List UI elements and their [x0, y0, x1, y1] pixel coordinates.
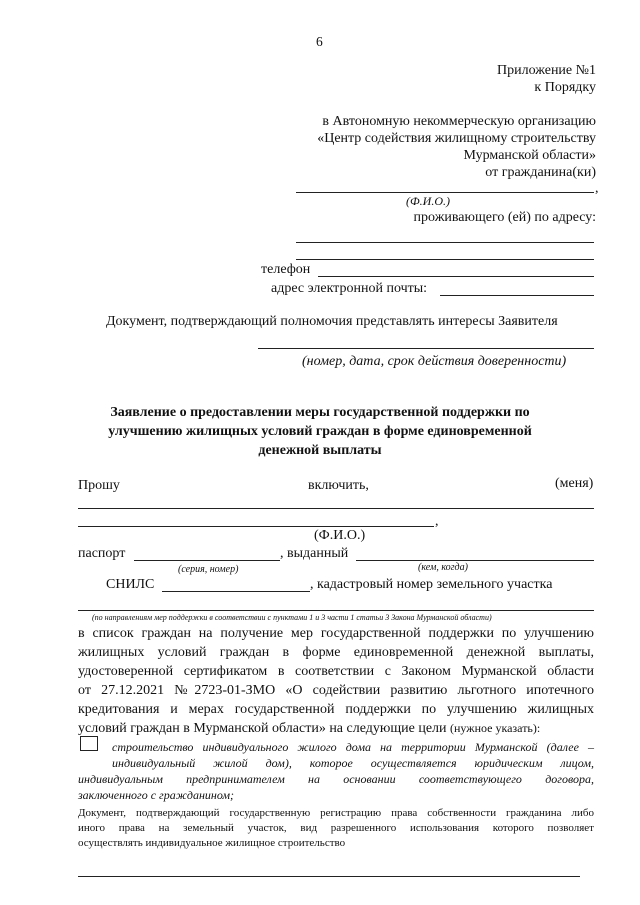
- statement-title-line-2: улучшению жилищных условий граждан в форме единовременной: [108, 424, 532, 439]
- passport-series-field[interactable]: [134, 560, 280, 561]
- residing-label: проживающего (ей) по адресу:: [413, 210, 596, 225]
- option-1-line-3: индивидуальным предпринимателем на основании соответствующего договора,: [78, 772, 594, 786]
- issued-label: , выданный: [280, 546, 349, 561]
- ask-word: Прошу: [78, 478, 120, 493]
- applicant-fio-comma: ,: [595, 181, 599, 196]
- body-line-6-main: условий граждан в Мурманской области» на следующие цели: [78, 721, 447, 736]
- body-line-3: удостоверенной сертификатом в соответствии с Законом Мурманской области: [78, 664, 594, 679]
- representative-caption: (номер, дата, срок действия доверенности): [302, 354, 567, 369]
- land-doc-line-3: осуществлять индивидуальное жилищное строительство: [78, 837, 346, 849]
- body-line-5: кредитования и мерах государственной поддержки по улучшению жилищных: [78, 702, 594, 717]
- request-field-1[interactable]: [78, 508, 594, 509]
- body-line-1: в список граждан на получение мер государственной поддержки по улучшению: [78, 626, 594, 641]
- statement-title-line-1: Заявление о предоставлении меры государственной поддержки по: [110, 405, 530, 420]
- cadastral-field[interactable]: [78, 610, 594, 611]
- applicant-fio-caption: (Ф.И.О.): [406, 194, 450, 208]
- land-doc-line-1: Документ, подтверждающий государственную регистрацию права собственности гражданина либо: [78, 807, 594, 819]
- body-line-6: [78, 721, 540, 737]
- include-word: включить,: [308, 478, 369, 493]
- addressee-line-4: от гражданина(ки): [485, 165, 596, 180]
- representative-field[interactable]: [258, 348, 594, 349]
- phone-label: телефон: [261, 262, 311, 277]
- email-field[interactable]: [440, 295, 594, 296]
- address-line-1[interactable]: [296, 242, 594, 243]
- body-line-2: жилищных условий граждан в форме единовременной денежной выплаты,: [78, 645, 594, 660]
- land-doc-field[interactable]: [78, 876, 580, 877]
- addressee-line-1: в Автономную некоммерческую организацию: [322, 114, 596, 129]
- representative-label: Документ, подтверждающий полномочия представлять интересы Заявителя: [106, 314, 558, 329]
- page-number: 6: [316, 34, 323, 49]
- option-1-line-1: строительство индивидуального жилого дома на территории Мурманской (далее –: [112, 740, 594, 754]
- snils-field[interactable]: [162, 591, 310, 592]
- request-field-2[interactable]: [78, 526, 434, 527]
- form-fio-caption: (Ф.И.О.): [314, 528, 366, 543]
- email-label: адрес электронной почты:: [271, 281, 428, 296]
- body-line-6-note: (нужное указать):: [450, 721, 541, 735]
- footnote-text: (по направлениям мер поддержки в соответствии с пунктами 1 и 3 части 1 статьи 3 Закона Мурманской области): [92, 613, 492, 622]
- option-1-checkbox[interactable]: [80, 736, 98, 751]
- passport-issuer-field[interactable]: [356, 560, 594, 561]
- address-line-2[interactable]: [296, 259, 594, 260]
- appendix-line-2: к Порядку: [534, 80, 596, 95]
- applicant-fio-line[interactable]: [296, 192, 594, 193]
- issuer-caption: (кем, когда): [418, 562, 468, 573]
- statement-title-line-3: денежной выплаты: [258, 443, 382, 458]
- series-caption: (серия, номер): [178, 564, 239, 575]
- addressee-line-3: Мурманской области»: [463, 148, 596, 163]
- land-doc-line-2: иного права на земельный участок, вид разрешенного использования которого позволяет: [78, 822, 594, 834]
- phone-field[interactable]: [318, 276, 594, 277]
- appendix-line-1: Приложение №1: [497, 63, 596, 78]
- request-comma: ,: [435, 514, 439, 529]
- passport-label: паспорт: [78, 546, 126, 561]
- addressee-line-2: «Центр содействия жилищному строительству: [317, 131, 596, 146]
- me-word: (меня): [555, 476, 594, 491]
- body-line-4: от 27.12.2021 №2723-01-ЗМО «О содействии развитию льготного ипотечного: [78, 683, 594, 698]
- option-1-line-2: индивидуальный жилой дом), которое осуществляется юридическим лицом,: [112, 756, 594, 770]
- option-1-line-4: заключенного с гражданином;: [78, 788, 235, 802]
- snils-label: СНИЛС: [106, 577, 155, 592]
- cadastral-label: , кадастровый номер земельного участка: [310, 577, 553, 592]
